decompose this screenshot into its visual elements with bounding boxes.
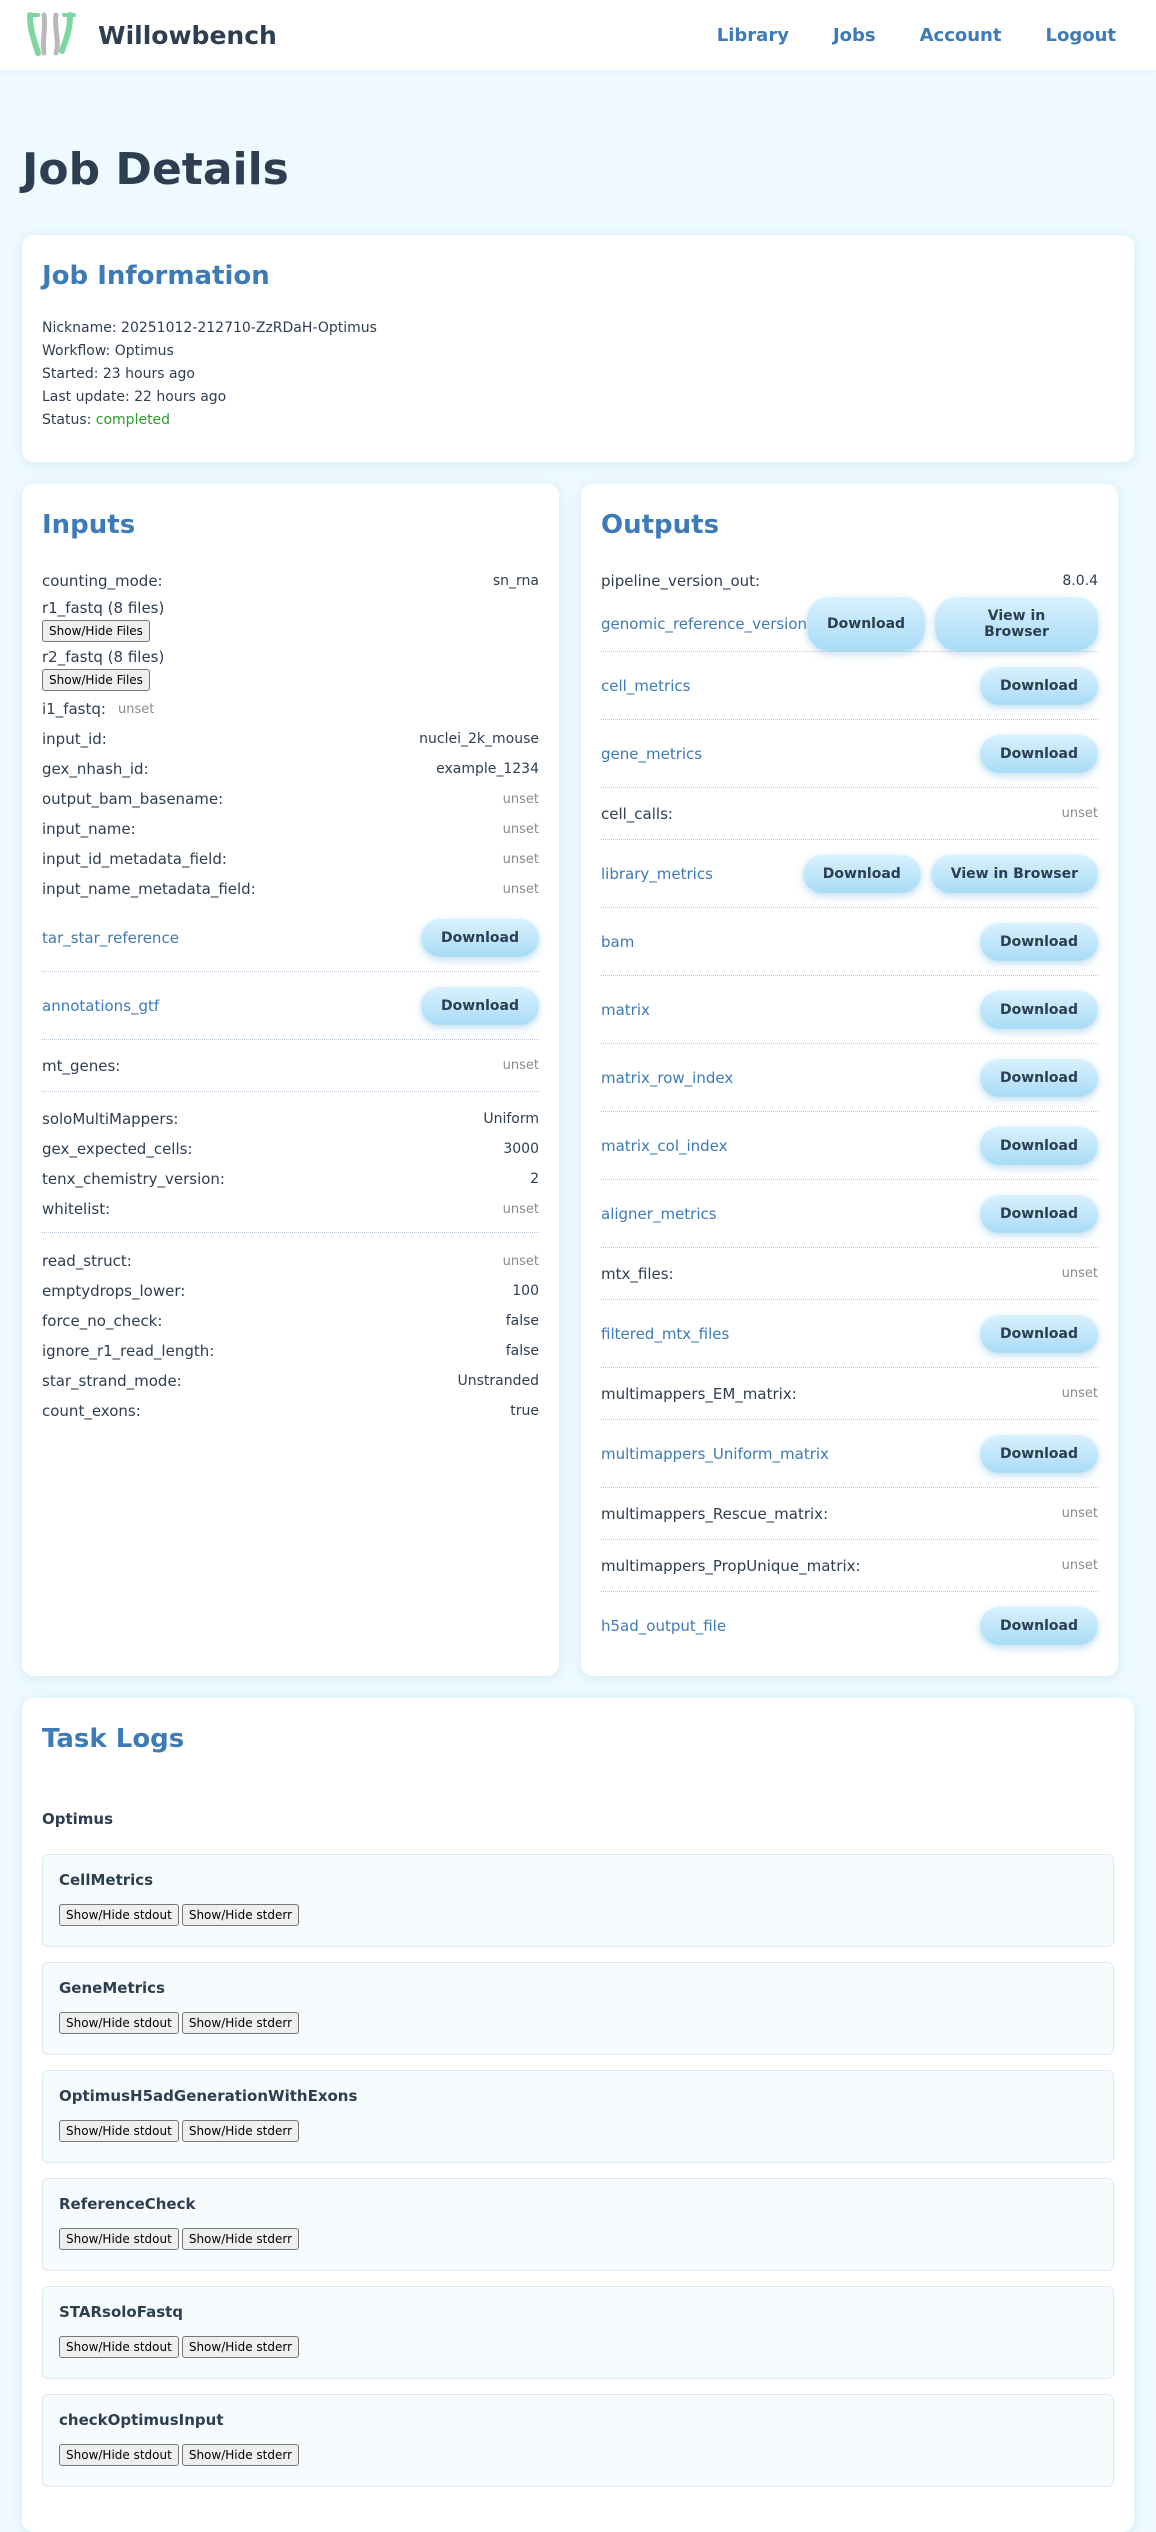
- outputs-title: Outputs: [601, 510, 720, 540]
- input-label: r1_fastq (8 files): [42, 599, 165, 617]
- output-row-bam: [601, 908, 1098, 976]
- output-row-multimappers-rescue-matrix: [601, 1488, 1098, 1540]
- task-name: OptimusH5adGenerationWithExons: [59, 2087, 358, 2105]
- output-row-gene-metrics: [601, 720, 1098, 788]
- input-row-counting-mode: [42, 566, 539, 596]
- show-hide-stdout-button[interactable]: Show/Hide stdout: [59, 2120, 179, 2142]
- inputs-card: [22, 484, 559, 1676]
- last-update-label: Last update:: [42, 389, 130, 405]
- output-link-label[interactable]: genomic_reference_version: [601, 614, 808, 633]
- input-value: unset: [502, 881, 539, 897]
- task-name: GeneMetrics: [59, 1979, 165, 1997]
- button-group: [803, 855, 1098, 893]
- output-value: unset: [1061, 1266, 1098, 1281]
- download-button[interactable]: Download: [980, 1195, 1098, 1233]
- input-row-input-id: [42, 724, 539, 754]
- download-button[interactable]: Download: [980, 1315, 1098, 1353]
- input-value: unset: [117, 701, 155, 717]
- last-update-value: 22 hours ago: [134, 389, 227, 405]
- input-row-gex-expected-cells: [42, 1134, 539, 1164]
- output-row-matrix: [601, 976, 1098, 1044]
- input-row-star-strand-mode: [42, 1366, 539, 1396]
- output-link-label[interactable]: h5ad_output_file: [601, 1617, 727, 1635]
- page-title: Job Details: [22, 144, 289, 195]
- job-information-card: [22, 235, 1134, 462]
- output-link-label[interactable]: matrix_row_index: [601, 1068, 734, 1087]
- input-label: star_strand_mode:: [42, 1372, 182, 1390]
- started-value: 23 hours ago: [102, 366, 195, 382]
- input-label: input_id_metadata_field:: [42, 850, 227, 868]
- input-value: nuclei_2k_mouse: [419, 731, 539, 747]
- output-label: cell_calls:: [601, 804, 673, 823]
- input-value: Unstranded: [457, 1373, 539, 1389]
- input-row-mt-genes: [42, 1040, 539, 1092]
- task-item-genemetrics: [42, 1962, 1114, 2055]
- output-link-label[interactable]: library_metrics: [601, 864, 713, 883]
- show-hide-stdout-button[interactable]: Show/Hide stdout: [59, 2012, 179, 2034]
- input-label: input_id:: [42, 730, 107, 748]
- show-hide-stdout-button[interactable]: Show/Hide stdout: [59, 2336, 179, 2358]
- show-hide-stderr-button[interactable]: Show/Hide stderr: [182, 2012, 299, 2034]
- nav-link-jobs[interactable]: Jobs: [832, 24, 876, 46]
- output-value: 8.0.4: [1062, 573, 1098, 589]
- show-hide-stdout-button[interactable]: Show/Hide stdout: [59, 2228, 179, 2250]
- output-row-multimappers-propunique-matrix: [601, 1540, 1098, 1592]
- download-button[interactable]: Download: [980, 735, 1098, 773]
- show-hide-stderr-button[interactable]: Show/Hide stderr: [182, 2336, 299, 2358]
- output-link-label[interactable]: matrix_col_index: [601, 1136, 728, 1155]
- workflow-line: [42, 340, 1114, 363]
- task-item-optimush5adgeneration: [42, 2070, 1114, 2163]
- nickname-value: 20251012-212710-ZzRDaH-Optimus: [121, 320, 377, 336]
- task-name: CellMetrics: [59, 1871, 154, 1889]
- output-link-label[interactable]: multimappers_Uniform_matrix: [601, 1444, 829, 1463]
- nav-link-logout[interactable]: Logout: [1045, 24, 1116, 46]
- input-row-input-name-metadata-field: [42, 874, 539, 904]
- inputs-outputs-section: [22, 484, 1134, 1676]
- task-name: checkOptimusInput: [59, 2411, 224, 2429]
- output-link-label[interactable]: gene_metrics: [601, 744, 703, 763]
- view-in-browser-button[interactable]: View in Browser: [931, 855, 1098, 893]
- output-row-mtx-files: [601, 1248, 1098, 1300]
- show-hide-stdout-button[interactable]: Show/Hide stdout: [59, 2444, 179, 2466]
- input-value: unset: [502, 1201, 539, 1217]
- input-label: emptydrops_lower:: [42, 1282, 186, 1300]
- download-button[interactable]: Download: [980, 1127, 1098, 1165]
- task-item-checkoptimusinput: [42, 2394, 1114, 2487]
- show-hide-stderr-button[interactable]: Show/Hide stderr: [182, 1904, 299, 1926]
- output-label: pipeline_version_out:: [601, 572, 761, 590]
- nickname-line: [42, 317, 1114, 340]
- input-row-ignore-r1-read-length: [42, 1336, 539, 1366]
- output-row-h5ad-output-file: [601, 1592, 1098, 1660]
- inputs-title: Inputs: [42, 510, 136, 540]
- input-r1-fastq: [42, 596, 539, 645]
- nav-link-library[interactable]: Library: [716, 24, 789, 46]
- show-hide-stderr-button[interactable]: Show/Hide stderr: [182, 2120, 299, 2142]
- task-item-referencecheck: [42, 2178, 1114, 2271]
- button-group: [807, 597, 1098, 651]
- input-value: sn_rna: [492, 573, 539, 589]
- input-value: unset: [502, 851, 539, 867]
- task-item-starsolofastq: [42, 2286, 1114, 2379]
- show-hide-stderr-button[interactable]: Show/Hide stderr: [182, 2444, 299, 2466]
- spacer: [42, 1092, 539, 1104]
- input-label: r2_fastq (8 files): [42, 648, 165, 666]
- input-row-tar-star-reference: [42, 904, 539, 972]
- input-link-label[interactable]: annotations_gtf: [42, 996, 160, 1015]
- input-row-count-exons: [42, 1396, 539, 1426]
- status-label: Status:: [42, 412, 92, 428]
- input-row-gex-nhash-id: [42, 754, 539, 784]
- input-row-annotations-gtf: [42, 972, 539, 1040]
- input-label: i1_fastq:: [42, 700, 106, 718]
- input-r2-fastq: [42, 645, 539, 694]
- nickname-label: Nickname:: [42, 320, 117, 336]
- download-button[interactable]: Download: [980, 1435, 1098, 1473]
- input-label: input_name_metadata_field:: [42, 880, 256, 898]
- divider: [42, 1232, 539, 1246]
- job-information-title: Job Information: [42, 261, 270, 291]
- status-badge: completed: [95, 412, 171, 428]
- input-row-tenx-chemistry-version: [42, 1164, 539, 1194]
- input-row-whitelist: [42, 1194, 539, 1224]
- output-row-aligner-metrics: [601, 1180, 1098, 1248]
- output-row-multimappers-uniform-matrix: [601, 1420, 1098, 1488]
- input-link-label[interactable]: tar_star_reference: [42, 928, 179, 947]
- download-button[interactable]: Download: [980, 923, 1098, 961]
- input-row-read-struct: [42, 1246, 539, 1276]
- output-row-matrix-col-index: [601, 1112, 1098, 1180]
- workflow-value: Optimus: [114, 343, 174, 359]
- download-button[interactable]: Download: [980, 667, 1098, 705]
- input-value: 2: [530, 1171, 539, 1187]
- input-label: mt_genes:: [42, 1056, 121, 1075]
- output-row-filtered-mtx-files: [601, 1300, 1098, 1368]
- view-in-browser-button[interactable]: View in Browser: [935, 597, 1098, 651]
- input-label: force_no_check:: [42, 1312, 163, 1330]
- output-link-label[interactable]: aligner_metrics: [601, 1204, 717, 1223]
- output-link-label[interactable]: matrix: [601, 1000, 650, 1019]
- input-value: unset: [502, 791, 539, 807]
- input-value: 3000: [503, 1141, 539, 1157]
- brand-name: Willowbench: [98, 20, 277, 50]
- input-label: soloMultiMappers:: [42, 1110, 179, 1128]
- output-label: mtx_files:: [601, 1264, 674, 1283]
- output-value: unset: [1061, 1506, 1098, 1521]
- started-label: Started:: [42, 366, 99, 382]
- download-button[interactable]: Download: [980, 1607, 1098, 1645]
- download-button[interactable]: Download: [807, 597, 925, 651]
- input-value: unset: [502, 1058, 539, 1073]
- download-button[interactable]: Download: [421, 919, 539, 957]
- output-label: multimappers_PropUnique_matrix:: [601, 1556, 861, 1575]
- input-label: read_struct:: [42, 1252, 132, 1270]
- output-link-label[interactable]: bam: [601, 932, 635, 951]
- top-nav: [0, 0, 1156, 70]
- output-label: multimappers_Rescue_matrix:: [601, 1504, 829, 1523]
- input-label: output_bam_basename:: [42, 790, 224, 808]
- output-row-cell-metrics: [601, 652, 1098, 720]
- show-hide-files-button[interactable]: Show/Hide Files: [42, 620, 150, 642]
- output-row-multimappers-em-matrix: [601, 1368, 1098, 1420]
- input-label: count_exons:: [42, 1402, 141, 1420]
- output-row-genomic-reference-version: [601, 596, 1098, 652]
- input-label: gex_nhash_id:: [42, 760, 149, 778]
- output-link-label[interactable]: filtered_mtx_files: [601, 1324, 730, 1343]
- input-row-emptydrops-lower: [42, 1276, 539, 1306]
- input-value: true: [510, 1403, 539, 1419]
- input-row-i1-fastq: [42, 694, 539, 724]
- workflow-label: Workflow:: [42, 343, 111, 359]
- output-value: unset: [1061, 1386, 1098, 1401]
- input-value: false: [505, 1343, 539, 1359]
- show-hide-stderr-button[interactable]: Show/Hide stderr: [182, 2228, 299, 2250]
- page-content: [0, 144, 1156, 2532]
- show-hide-files-button[interactable]: Show/Hide Files: [42, 669, 150, 691]
- task-name: STARsoloFastq: [59, 2303, 184, 2321]
- output-row-pipeline-version-out: [601, 566, 1098, 596]
- status-line: [42, 409, 1114, 432]
- output-row-cell-calls: [601, 788, 1098, 840]
- task-item-cellmetrics: [42, 1854, 1114, 1947]
- download-button[interactable]: Download: [803, 855, 921, 893]
- download-button[interactable]: Download: [980, 991, 1098, 1029]
- input-label: input_name:: [42, 820, 136, 838]
- willow-logo-icon: [24, 9, 86, 61]
- output-value: unset: [1061, 806, 1098, 821]
- brand[interactable]: [24, 9, 277, 61]
- nav-link-account[interactable]: Account: [919, 24, 1002, 46]
- output-row-library-metrics: [601, 840, 1098, 908]
- input-value: unset: [502, 1253, 539, 1269]
- input-label: whitelist:: [42, 1200, 111, 1218]
- input-row-output-bam-basename: [42, 784, 539, 814]
- show-hide-stdout-button[interactable]: Show/Hide stdout: [59, 1904, 179, 1926]
- last-update-line: [42, 386, 1114, 409]
- task-logs-title: Task Logs: [42, 1724, 185, 1754]
- task-logs-card: [22, 1698, 1134, 2532]
- input-value: unset: [502, 821, 539, 837]
- output-row-matrix-row-index: [601, 1044, 1098, 1112]
- output-label: multimappers_EM_matrix:: [601, 1384, 797, 1403]
- task-group-title: Optimus: [42, 1810, 114, 1828]
- started-line: [42, 363, 1114, 386]
- task-name: ReferenceCheck: [59, 2195, 196, 2213]
- input-row-input-id-metadata-field: [42, 844, 539, 874]
- output-link-label[interactable]: cell_metrics: [601, 676, 691, 695]
- input-label: tenx_chemistry_version:: [42, 1170, 225, 1188]
- input-label: ignore_r1_read_length:: [42, 1342, 215, 1360]
- download-button[interactable]: Download: [980, 1059, 1098, 1097]
- input-row-input-name: [42, 814, 539, 844]
- input-value: Uniform: [483, 1111, 539, 1127]
- input-label: gex_expected_cells:: [42, 1140, 193, 1158]
- input-value: example_1234: [436, 761, 539, 777]
- input-label: counting_mode:: [42, 572, 163, 590]
- download-button[interactable]: Download: [421, 987, 539, 1025]
- input-row-force-no-check: [42, 1306, 539, 1336]
- outputs-card: [581, 484, 1118, 1676]
- input-value: false: [505, 1313, 539, 1329]
- output-value: unset: [1061, 1558, 1098, 1573]
- input-value: 100: [512, 1283, 539, 1299]
- input-row-solo-multi-mappers: [42, 1104, 539, 1134]
- nav-links: [717, 25, 1132, 46]
